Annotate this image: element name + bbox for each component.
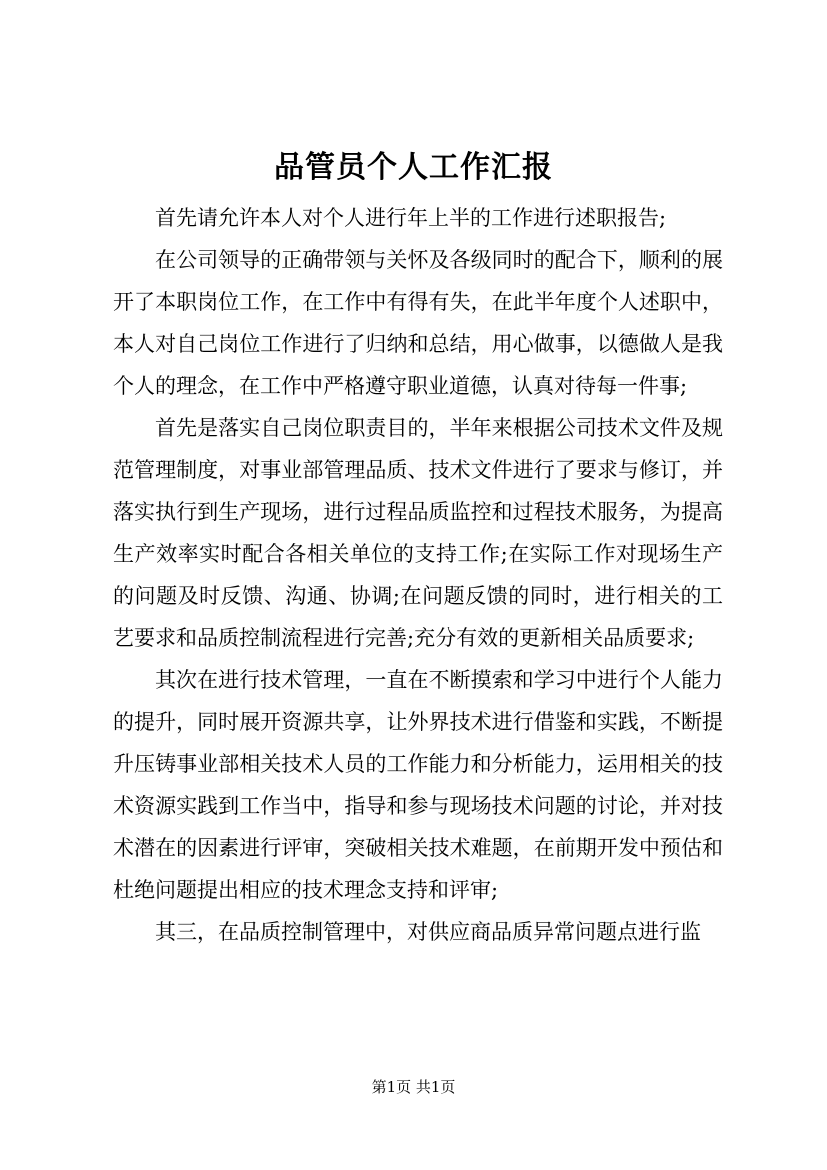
page-footer: 第1页 共1页	[371, 1078, 456, 1096]
paragraph: 首先请允许本人对个人进行年上半的工作进行述职报告;	[155, 206, 667, 230]
document-body	[113, 197, 723, 953]
paragraph: 其次在进行技术管理，一直在不断摸索和学习中进行个人能力的提升，同时展开资源共享，让外界技术进行借鉴和实践，不断提升压铸事业部相关技术人员的工作能力和分析能力，运用相关的技术资源实践到工作当中，指导和参与现场技术问题的讨论，并对技术潜在的因素进行评审，突破相关技术难题，在前期开发中预估和杜绝问题提出相应的技术理念支持和评审;	[113, 668, 723, 902]
paragraph: 首先是落实自己岗位职责目的，半年来根据公司技术文件及规范管理制度，对事业部管理品质、技术文件进行了要求与修订，并落实执行到生产现场，进行过程品质监控和过程技术服务，为提高生产效率实时配合各相关单位的支持工作;在实际工作对现场生产的问题及时反馈、沟通、协调;在问题反馈的同时，进行相关的工艺要求和品质控制流程进行完善;充分有效的更新相关品质要求;	[113, 416, 723, 650]
paragraph: 其三，在品质控制管理中，对供应商品质异常问题点进行监	[155, 920, 701, 944]
paragraph: 在公司领导的正确带领与关怀及各级同时的配合下，顺利的展开了本职岗位工作，在工作中有得有失，在此半年度个人述职中，本人对自己岗位工作进行了归纳和总结，用心做事，以德做人是我个人的理念，在工作中严格遵守职业道德，认真对待每一件事;	[113, 248, 723, 398]
document-title: 品管员个人工作汇报	[274, 150, 553, 185]
